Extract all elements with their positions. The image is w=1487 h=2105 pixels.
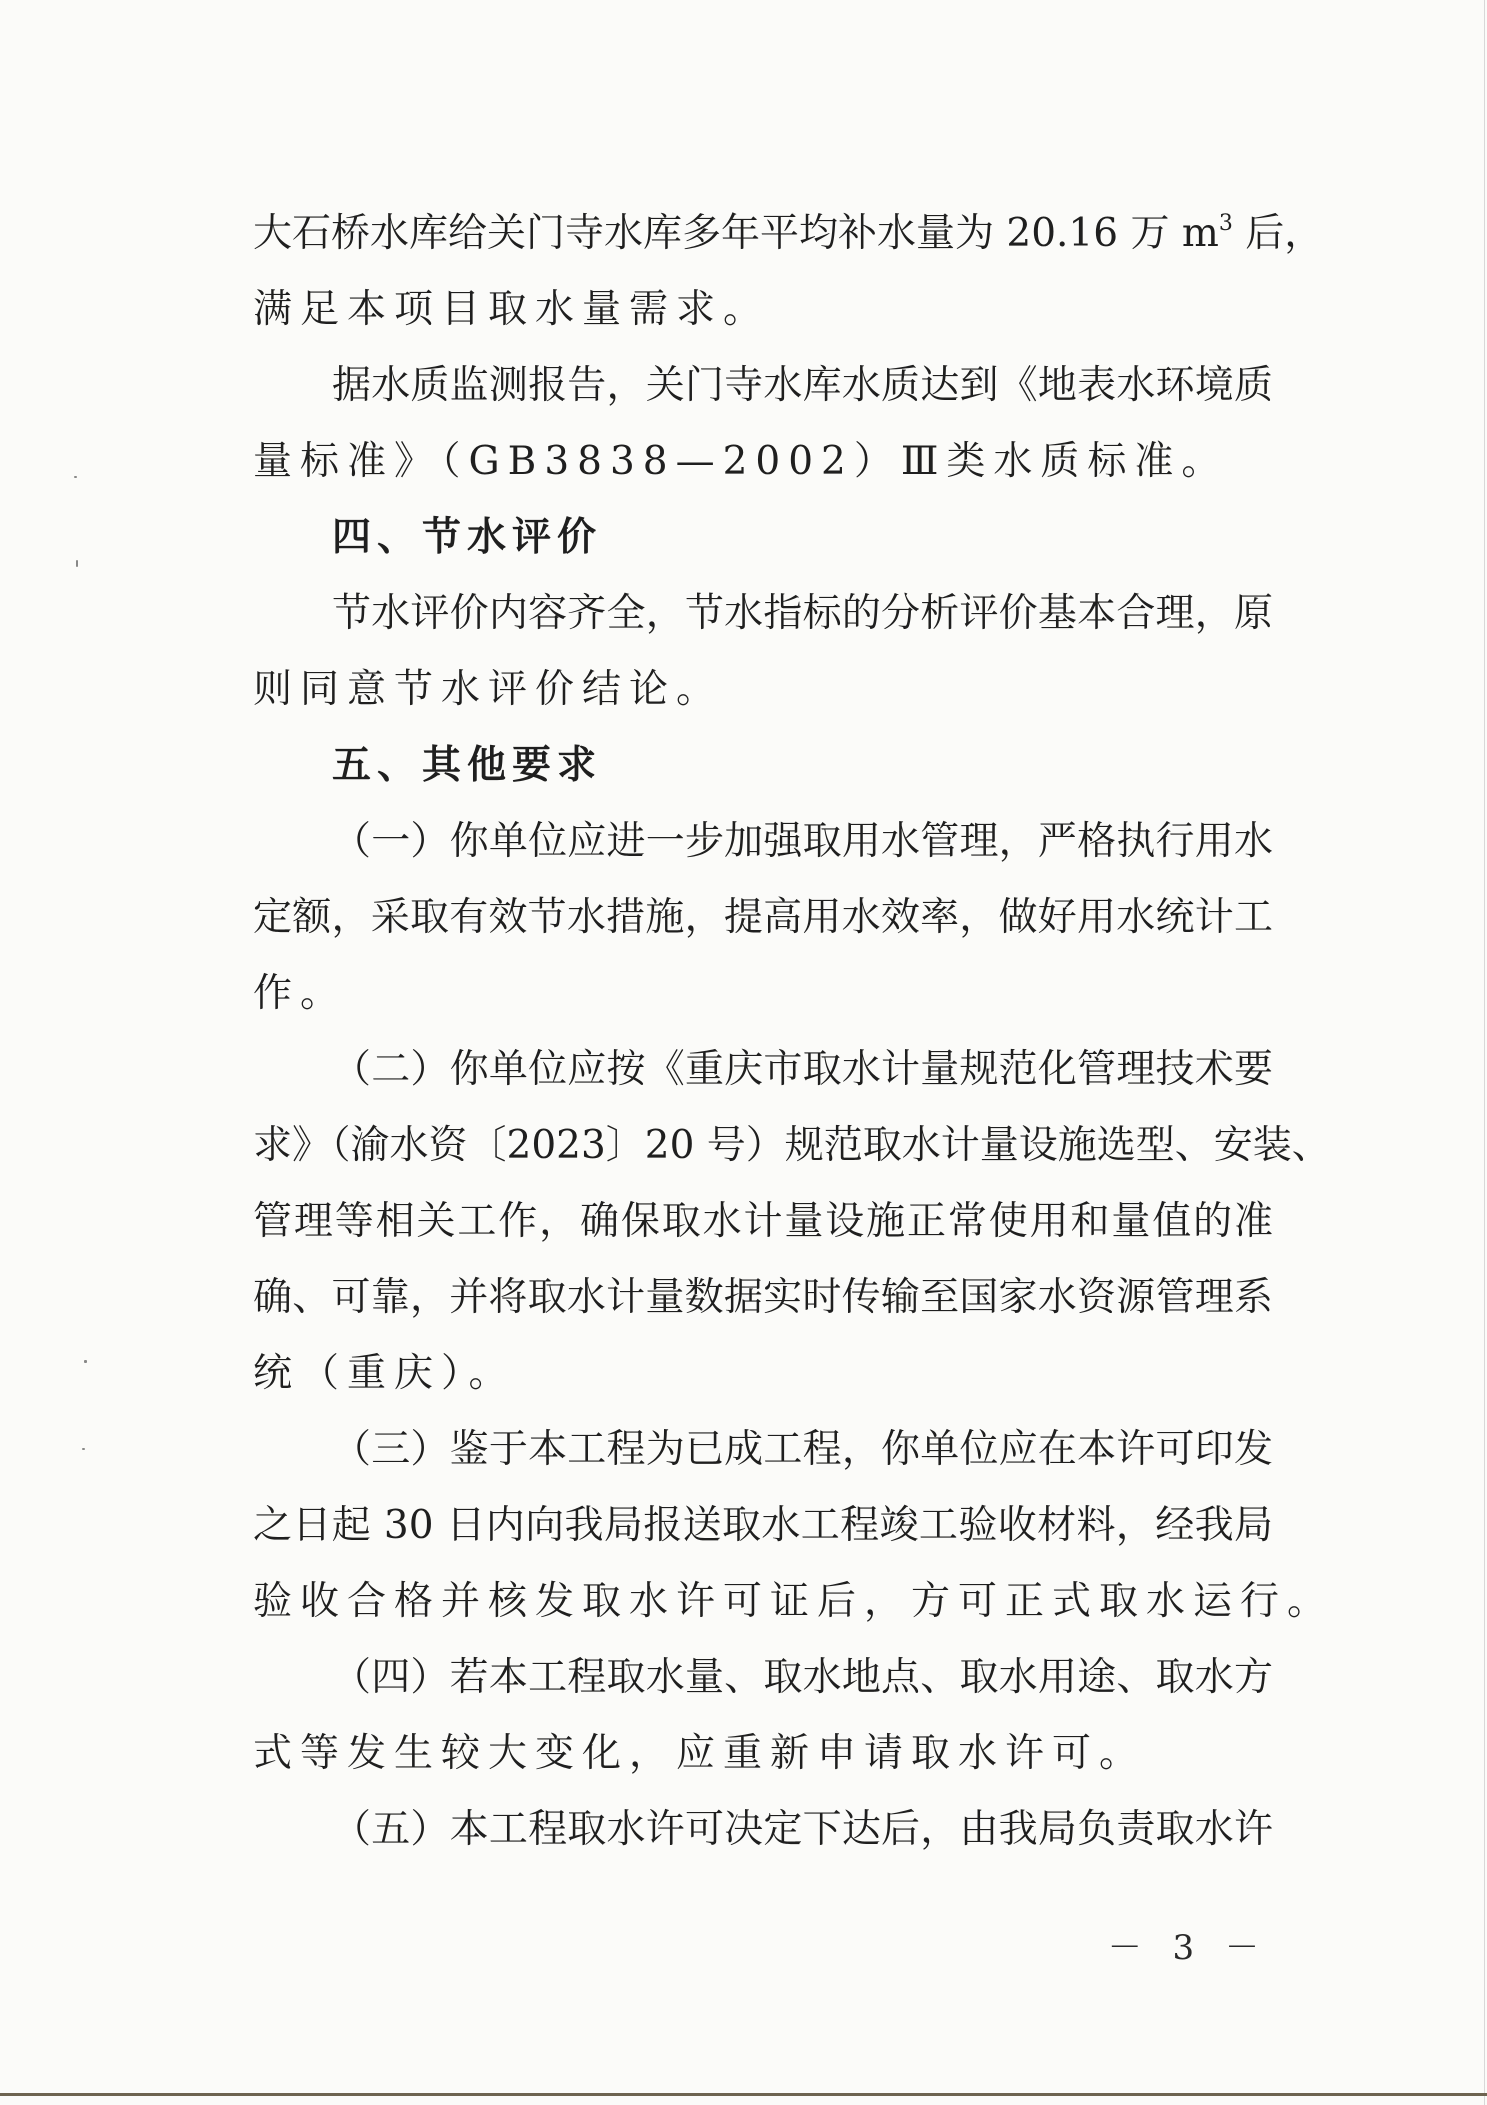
- body-line-13: 求》（渝水资〔2023〕20 号）规范取水计量设施选型、安装、: [253, 1123, 1331, 1168]
- body-line-9: （一）你单位应进一步加强取用水管理，严格执行用水: [332, 819, 1273, 864]
- body-line-3: 据水质监测报告，关门寺水库水质达到《地表水环境质: [332, 363, 1273, 408]
- body-line-10: 定额，采取有效节水措施，提高用水效率，做好用水统计工: [253, 895, 1273, 940]
- line-text: 大石桥水库给关门寺水库多年平均补水量为 20.16 万 m: [253, 211, 1219, 256]
- scan-bottom-edge: [0, 2093, 1487, 2096]
- body-line-19: 验收合格并核发取水许可证后，方可正式取水运行。: [253, 1579, 1335, 1624]
- body-line-22: （五）本工程取水许可决定下达后，由我局负责取水许: [332, 1807, 1273, 1852]
- scan-speck: [76, 560, 78, 567]
- body-line-16: 统（重庆）。: [253, 1351, 516, 1396]
- body-line-21: 式等发生较大变化，应重新申请取水许可。: [253, 1731, 1147, 1776]
- body-line-15: 确、可靠，并将取水计量数据实时传输至国家水资源管理系: [253, 1275, 1273, 1320]
- document-body: [253, 196, 1335, 1868]
- body-line-2: 满足本项目取水量需求。: [253, 287, 771, 332]
- body-line-20: （四）若本工程取水量、取水地点、取水用途、取水方: [332, 1655, 1273, 1700]
- body-line-12: （二）你单位应按《重庆市取水计量规范化管理技术要: [332, 1047, 1273, 1092]
- body-line-18: 之日起 30 日内向我局报送取水工程竣工验收材料，经我局: [253, 1503, 1273, 1548]
- body-line-6: 节水评价内容齐全，节水指标的分析评价基本合理，原: [332, 591, 1273, 636]
- line-text-tail: 后，: [1232, 211, 1324, 256]
- scan-speck: [84, 1360, 87, 1363]
- page-number: － 3 －: [1107, 1928, 1269, 1968]
- scan-speck: [82, 1448, 85, 1450]
- body-line-14: 管理等相关工作，确保取水计量设施正常使用和量值的准: [253, 1199, 1273, 1244]
- body-line-4: 量标准》（GB3838—2002）Ⅲ类水质标准。: [253, 439, 1229, 484]
- section-heading-other-requirements: 五、其他要求: [332, 743, 603, 788]
- scan-right-edge: [1484, 0, 1485, 2105]
- scan-speck: [74, 476, 77, 478]
- body-line-11: 作。: [253, 971, 348, 1016]
- body-line-7: 则同意节水评价结论。: [253, 667, 724, 712]
- superscript-3: 3: [1218, 211, 1233, 236]
- body-line-1: [253, 196, 1324, 272]
- body-line-17: （三）鉴于本工程为已成工程，你单位应在本许可印发: [332, 1427, 1273, 1472]
- section-heading-water-saving: 四、节水评价: [332, 515, 603, 560]
